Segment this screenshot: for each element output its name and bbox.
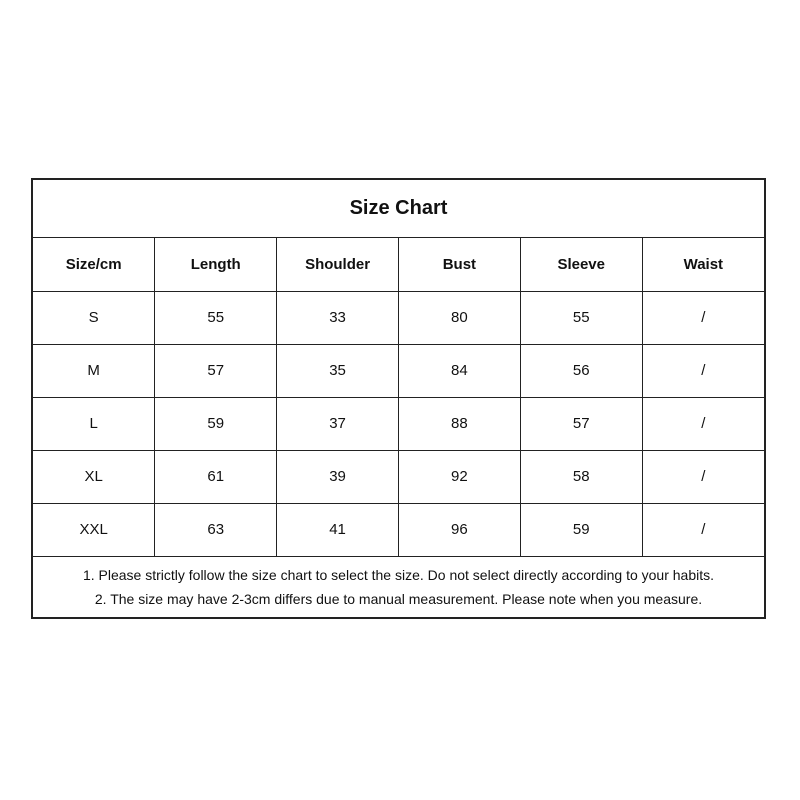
size-cell: L: [33, 397, 155, 450]
length-cell: 59: [155, 397, 277, 450]
shoulder-cell: 33: [277, 291, 399, 344]
sleeve-cell: 57: [520, 397, 642, 450]
bust-cell: 88: [398, 397, 520, 450]
length-cell: 55: [155, 291, 277, 344]
header-length: Length: [155, 238, 277, 291]
shoulder-cell: 37: [277, 397, 399, 450]
length-cell: 63: [155, 503, 277, 556]
length-cell: 57: [155, 344, 277, 397]
size-cell: XXL: [33, 503, 155, 556]
size-cell: M: [33, 344, 155, 397]
waist-cell: /: [642, 397, 764, 450]
header-size: Size/cm: [33, 238, 155, 291]
sleeve-cell: 56: [520, 344, 642, 397]
waist-cell: /: [642, 450, 764, 503]
bust-cell: 92: [398, 450, 520, 503]
length-cell: 61: [155, 450, 277, 503]
size-cell: XL: [33, 450, 155, 503]
note-2: 2. The size may have 2-3cm differs due to manual measurement. Please note when you measure.: [94, 590, 703, 607]
table-row: [33, 344, 764, 397]
waist-cell: /: [642, 291, 764, 344]
shoulder-cell: 39: [277, 450, 399, 503]
waist-cell: /: [642, 503, 764, 556]
table-row: [33, 450, 764, 503]
sleeve-cell: 59: [520, 503, 642, 556]
waist-cell: /: [642, 344, 764, 397]
bust-cell: 84: [398, 344, 520, 397]
notes: [33, 557, 764, 617]
size-chart: [31, 178, 766, 619]
bust-cell: 96: [398, 503, 520, 556]
table-row: [33, 503, 764, 556]
note-1: 1. Please strictly follow the size chart to select the size. Do not select directly according to your habits.: [82, 566, 715, 583]
shoulder-cell: 41: [277, 503, 399, 556]
header-waist: Waist: [642, 238, 764, 291]
title-row: [33, 180, 764, 238]
chart-title: Size Chart: [349, 197, 448, 219]
table-row: [33, 397, 764, 450]
shoulder-cell: 35: [277, 344, 399, 397]
header-bust: Bust: [398, 238, 520, 291]
size-cell: S: [33, 291, 155, 344]
header-row: [33, 238, 764, 291]
sleeve-cell: 55: [520, 291, 642, 344]
header-sleeve: Sleeve: [520, 238, 642, 291]
header-shoulder: Shoulder: [277, 238, 399, 291]
size-table: [33, 238, 764, 557]
bust-cell: 80: [398, 291, 520, 344]
table-row: [33, 291, 764, 344]
sleeve-cell: 58: [520, 450, 642, 503]
